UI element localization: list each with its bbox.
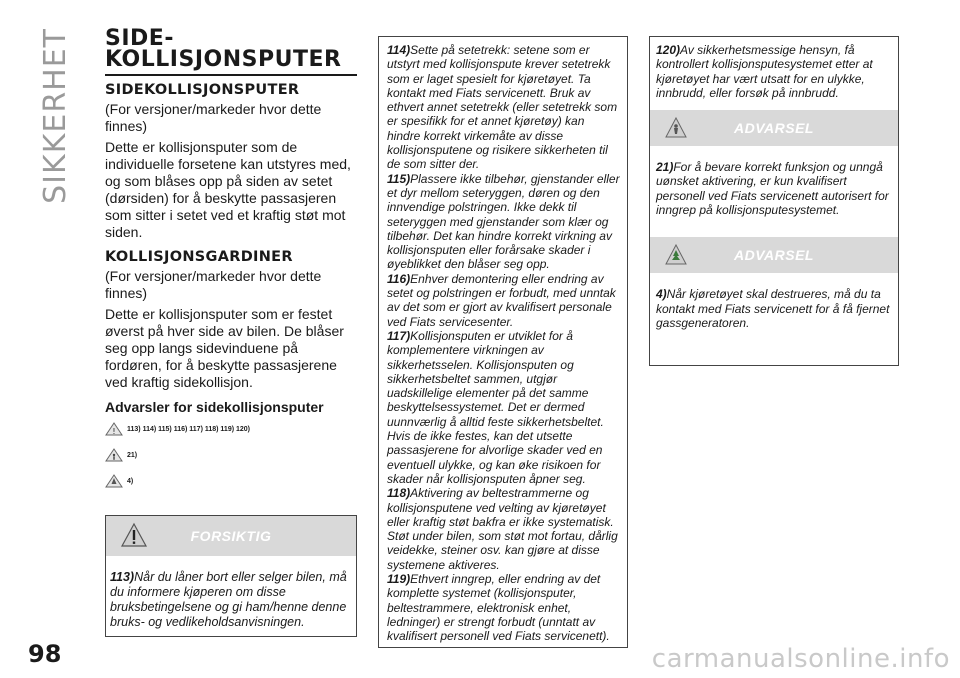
- note-number: 118): [387, 486, 411, 501]
- note-text: Av sikkerhetsmessige hensyn, få kontrollert kollisjonsputesystemet etter at kjøretøyet har vært utsatt for en ulykke, innbrudd, eller forsøk på innbrudd.: [656, 43, 873, 100]
- page-title-line-1: SIDE-: [105, 26, 174, 51]
- heading-sidekollisjonsputer: SIDEKOLLISJONSPUTER: [105, 82, 300, 98]
- note-119: [387, 572, 621, 643]
- advarsel-header-1: [650, 110, 898, 146]
- note-text: Kollisjonsputen er utviklet for å komplementere virkningen av sikkerhetsselen. Kollisjonsputen og sikkerhetsbeltet sammen, utgjør uadskillelige elementer på det samme beskyttelsessystemet. Det er dermed uunnværlig å alltid feste sikkerhetsbeltet. Hvis de ikke festes, kan det utsette passasjerene for alvorlige skader ved en eventuell ulykke, og kan øke risikoen for skader når kollisjonsputen åpner seg.: [387, 328, 604, 486]
- note-116: [387, 272, 621, 329]
- column-1: [105, 28, 357, 637]
- sidekollisjonsputer-text: Dette er kollisjonsputer som de individuelle forsetene kan utstyres med, og som blåses opp på siden av setet (dørsiden) for å beskytte passasjeren som sitter i setet ved et kraftig støt mot siden.: [105, 139, 351, 240]
- note-text: Plassere ikke tilbehør, gjenstander eller et dyr mellom seteryggen, døren og den innvendige polstringen. Ikke dekk til seteryggen med gjenstander som klær og tilbehør. Det kan hindre korrekt virkning av kollisjonsputen eller forårsake skader i øyeblikket den blåser seg opp.: [387, 171, 620, 272]
- note-number: 114): [387, 43, 411, 57]
- warnings-heading: Advarsler for sidekollisjonsputer: [105, 399, 324, 415]
- note-120: [656, 43, 894, 100]
- environment-ref-row: [105, 473, 357, 489]
- page-title: [105, 28, 357, 70]
- advarsel-body-1: [656, 160, 894, 217]
- note-text: For å bevare korrekt funksjon og unngå uønsket aktivering, er kun kvalifisert personell ved Fiats servicenett autorisert for inngrep på kollisjonsputesystemet.: [656, 160, 889, 218]
- advarsel-header-2: [650, 237, 898, 273]
- note-text: Enhver demontering eller endring av setet og polstringen er forbudt, med unntak av det som er gjort av kvalifisert personale ved Fiats servicesenter.: [387, 271, 616, 329]
- kollisjonsgardiner-text: Dette er kollisjonsputer som er festet øverst på hver side av bilen. De blåser seg opp langs sidevinduene på fordøren, for å beskytte passasjerene ved kraftig sidekollisjon.: [105, 306, 344, 390]
- warning-triangle-icon: [105, 422, 123, 436]
- column-3: [649, 36, 899, 366]
- person-warning-icon: [664, 116, 688, 140]
- svg-text:!: !: [112, 427, 116, 436]
- title-rule: [105, 74, 357, 76]
- advarsel-title: ADVARSEL: [734, 247, 814, 264]
- forsiktig-body: [106, 556, 356, 636]
- note-number: 117): [387, 328, 411, 343]
- note-118: [387, 486, 621, 572]
- forsiktig-title: FORSIKTIG: [190, 528, 272, 544]
- note-114: [387, 43, 621, 172]
- environment-icon: [105, 474, 123, 488]
- column-2-notes: [378, 36, 628, 648]
- note-text: Aktivering av beltestrammerne og kollisjonsputene ved velting av kjøretøyet eller kraftig støt bakfra er ikke systematisk. Støt under bilen, som støt mot fortau, dårlig veidekke, steiner osv. kan gjøre at disse systemene aktiveres.: [387, 486, 618, 572]
- note-number: 113): [110, 570, 135, 584]
- section-tab: SIKKERHET: [38, 28, 73, 204]
- note-text: Når kjøretøyet skal destrueres, må du ta kontakt med Fiats servicenett for å få fjernet gassgeneratoren.: [656, 287, 890, 330]
- note-text: Ethvert inngrep, eller endring av det komplette systemet (kollisjonsputer, beltestrammere, elektronisk enhet, ledninger) er strengt forbudt (unntatt av kvalifisert personell ved Fiats servicenett).: [387, 571, 610, 644]
- person-warning-icon: [105, 448, 123, 462]
- warning-ref-row: [105, 421, 357, 437]
- heading-kollisjonsgardiner: KOLLISJONSGARDINER: [105, 249, 293, 265]
- forsiktig-box: [105, 515, 357, 637]
- note-number: 21): [656, 160, 674, 175]
- kollisjonsgardiner-note: (For versjoner/markeder hvor dette finnes): [105, 268, 322, 301]
- forsiktig-text: Når du låner bort eller selger bilen, må du informere kjøperen om disse bruksbetingelsene og gi ham/henne denne bruks- og vedlikeholdsanvisningen.: [110, 570, 347, 629]
- watermark: carmanualsonline.info: [651, 644, 950, 674]
- advarsel-ref-row: [105, 447, 357, 463]
- warning-refs: 113) 114) 115) 116) 117) 118) 119) 120): [127, 425, 250, 433]
- note-number: 115): [387, 171, 411, 186]
- note-number: 120): [656, 43, 681, 57]
- environment-refs: 4): [127, 477, 134, 485]
- forsiktig-header: [106, 516, 356, 556]
- environment-icon: [664, 243, 688, 267]
- advarsel-refs: 21): [127, 451, 138, 459]
- note-117: [387, 329, 621, 486]
- note-115: [387, 172, 621, 272]
- page-number: 98: [28, 640, 62, 668]
- advarsel-title: ADVARSEL: [734, 120, 814, 137]
- advarsel-body-2: [656, 287, 894, 330]
- note-number: 119): [387, 571, 411, 586]
- note-number: 116): [387, 271, 411, 286]
- page-title-line-2: KOLLISJONSPUTER: [105, 47, 342, 72]
- warning-triangle-icon: [120, 522, 148, 548]
- sidekollisjonsputer-note: (For versjoner/markeder hvor dette finnes): [105, 101, 322, 134]
- note-number: 4): [656, 287, 667, 302]
- note-text: Sette på setetrekk: setene som er utstyrt med kollisjonspute krever setetrekk som er laget spesielt for kjøretøyet. Ta kontakt med Fiats servicenett. Bruk av ethvert annet setetrekk (eller setetrekk som er spesifikk for et annet kjøretøy) kan hindre korrekt virkemåte av disse kollisjonsputene og risikere sikkerheten til de som sitter der.: [387, 43, 618, 172]
